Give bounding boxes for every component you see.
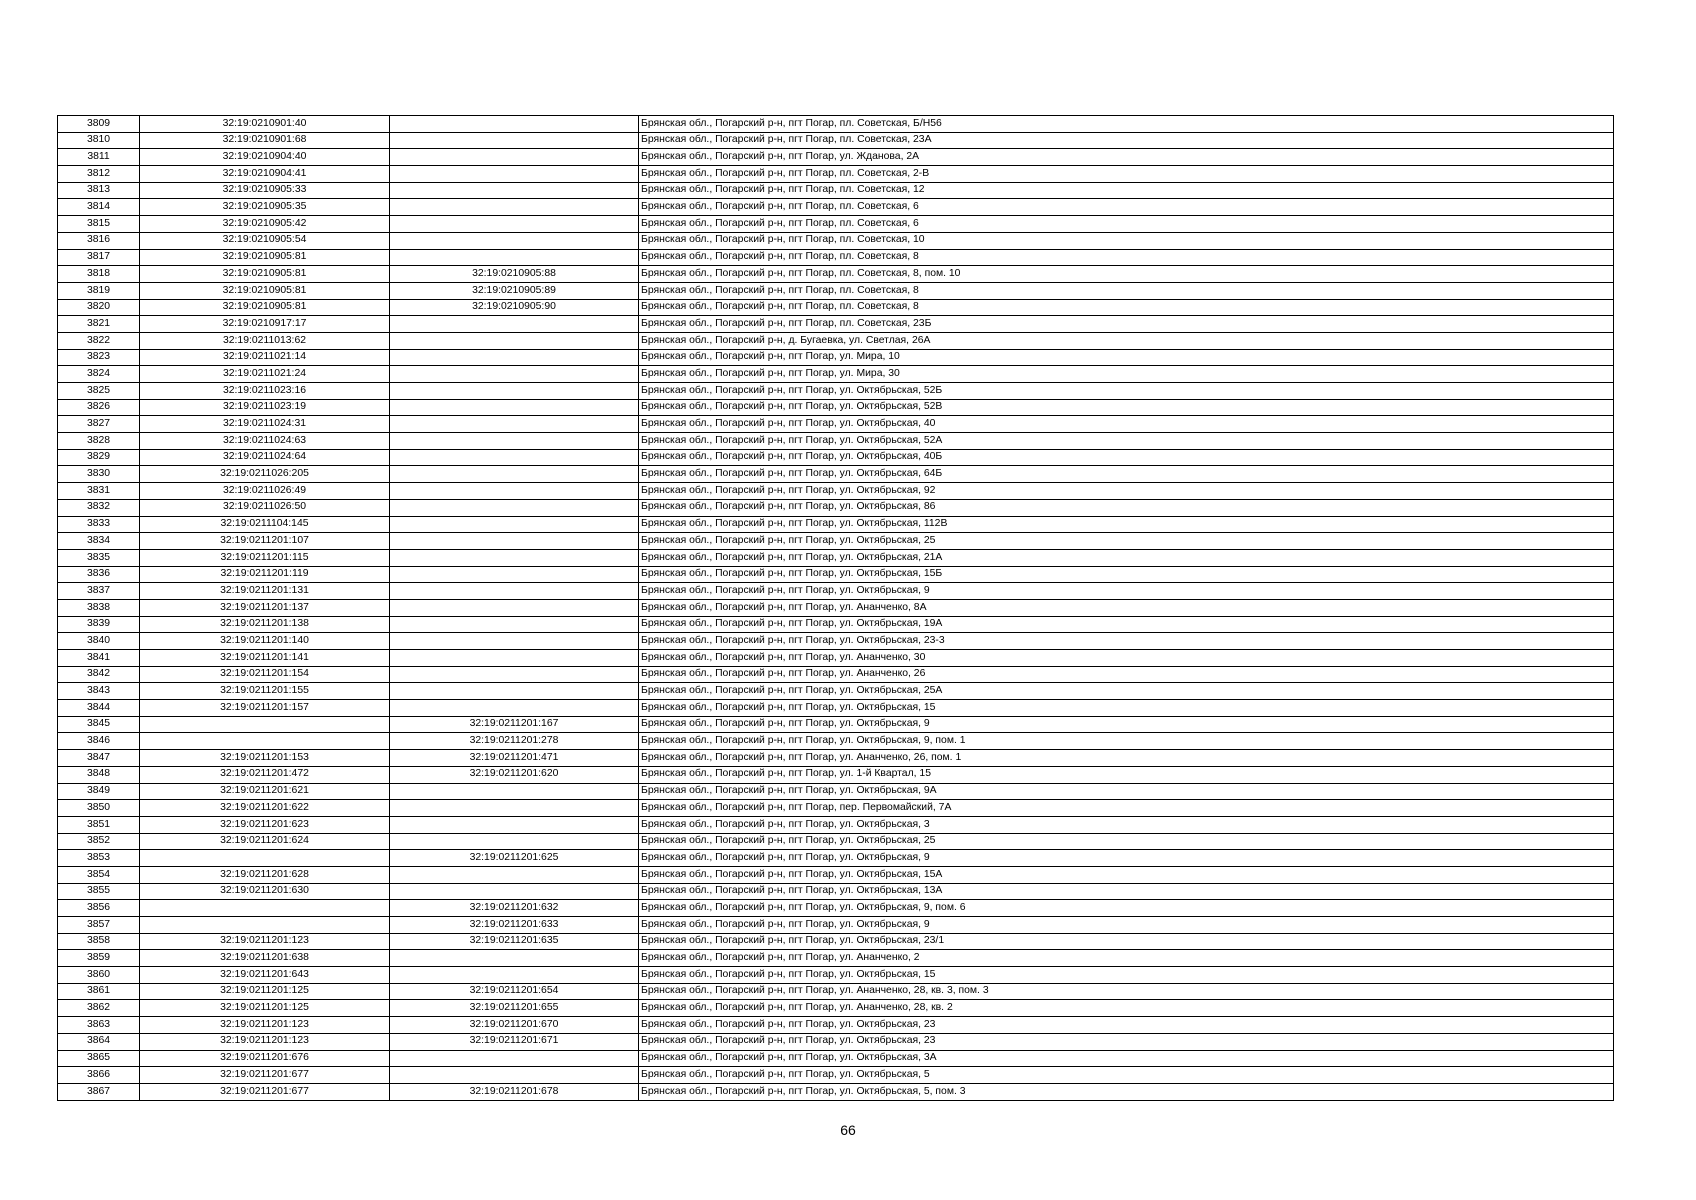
object-cadastral-number-cell	[390, 816, 639, 833]
land-cadastral-number-cell: 32:19:0211201:628	[140, 866, 390, 883]
row-number-cell: 3832	[58, 499, 140, 516]
table-row	[58, 182, 1614, 199]
table-row	[58, 266, 1614, 283]
land-cadastral-number-cell	[140, 850, 390, 867]
row-number-cell: 3847	[58, 750, 140, 767]
table-row	[58, 516, 1614, 533]
row-number-cell: 3820	[58, 299, 140, 316]
table-row	[58, 166, 1614, 183]
land-cadastral-number-cell: 32:19:0211201:630	[140, 883, 390, 900]
address-cell: Брянская обл., Погарский р-н, пгт Погар, ул. Октябрьская, 25	[639, 833, 1614, 850]
table-row	[58, 599, 1614, 616]
land-cadastral-number-cell: 32:19:0211026:205	[140, 466, 390, 483]
table-row	[58, 833, 1614, 850]
land-cadastral-number-cell: 32:19:0211201:677	[140, 1067, 390, 1084]
address-cell: Брянская обл., Погарский р-н, пгт Погар, ул. Ананченко, 30	[639, 650, 1614, 667]
land-cadastral-number-cell: 32:19:0210905:81	[140, 266, 390, 283]
table-row	[58, 883, 1614, 900]
address-cell: Брянская обл., Погарский р-н, пгт Погар, ул. Ананченко, 26, пом. 1	[639, 750, 1614, 767]
land-cadastral-number-cell: 32:19:0211201:638	[140, 950, 390, 967]
table-row	[58, 1033, 1614, 1050]
address-cell: Брянская обл., Погарский р-н, пгт Погар, ул. Октябрьская, 9	[639, 850, 1614, 867]
object-cadastral-number-cell	[390, 166, 639, 183]
address-cell: Брянская обл., Погарский р-н, пгт Погар, пл. Советская, 8, пом. 10	[639, 266, 1614, 283]
row-number-cell: 3862	[58, 1000, 140, 1017]
table-row	[58, 800, 1614, 817]
address-cell: Брянская обл., Погарский р-н, пгт Погар, ул. Октябрьская, 15Б	[639, 566, 1614, 583]
object-cadastral-number-cell	[390, 583, 639, 600]
object-cadastral-number-cell	[390, 483, 639, 500]
object-cadastral-number-cell: 32:19:0211201:167	[390, 716, 639, 733]
table-row	[58, 116, 1614, 133]
row-number-cell: 3812	[58, 166, 140, 183]
object-cadastral-number-cell	[390, 366, 639, 383]
table-row	[58, 399, 1614, 416]
land-cadastral-number-cell: 32:19:0210905:81	[140, 249, 390, 266]
object-cadastral-number-cell	[390, 700, 639, 717]
table-row	[58, 216, 1614, 233]
object-cadastral-number-cell	[390, 950, 639, 967]
address-cell: Брянская обл., Погарский р-н, пгт Погар, пер. Первомайский, 7А	[639, 800, 1614, 817]
row-number-cell: 3811	[58, 149, 140, 166]
address-cell: Брянская обл., Погарский р-н, пгт Погар, ул. Октябрьская, 15	[639, 967, 1614, 984]
table-row	[58, 766, 1614, 783]
object-cadastral-number-cell	[390, 132, 639, 149]
address-cell: Брянская обл., Погарский р-н, пгт Погар, ул. Октябрьская, 9, пом. 6	[639, 900, 1614, 917]
land-cadastral-number-cell	[140, 716, 390, 733]
table-row	[58, 249, 1614, 266]
table-row	[58, 1000, 1614, 1017]
row-number-cell: 3840	[58, 633, 140, 650]
address-cell: Брянская обл., Погарский р-н, пгт Погар, ул. Октябрьская, 13А	[639, 883, 1614, 900]
address-cell: Брянская обл., Погарский р-н, пгт Погар, ул. Октябрьская, 86	[639, 499, 1614, 516]
table-row	[58, 950, 1614, 967]
row-number-cell: 3821	[58, 316, 140, 333]
object-cadastral-number-cell	[390, 433, 639, 450]
object-cadastral-number-cell: 32:19:0210905:89	[390, 282, 639, 299]
address-cell: Брянская обл., Погарский р-н, пгт Погар, пл. Советская, 10	[639, 232, 1614, 249]
object-cadastral-number-cell: 32:19:0211201:670	[390, 1017, 639, 1034]
land-cadastral-number-cell: 32:19:0210917:17	[140, 316, 390, 333]
object-cadastral-number-cell	[390, 199, 639, 216]
address-cell: Брянская обл., Погарский р-н, пгт Погар, ул. Октябрьская, 15	[639, 700, 1614, 717]
land-cadastral-number-cell: 32:19:0211201:154	[140, 666, 390, 683]
address-cell: Брянская обл., Погарский р-н, пгт Погар, ул. Октябрьская, 23/1	[639, 933, 1614, 950]
table-row	[58, 332, 1614, 349]
address-cell: Брянская обл., Погарский р-н, пгт Погар, ул. Ананченко, 28, кв. 3, пом. 3	[639, 983, 1614, 1000]
land-cadastral-number-cell: 32:19:0211201:622	[140, 800, 390, 817]
land-cadastral-number-cell	[140, 917, 390, 934]
row-number-cell: 3815	[58, 216, 140, 233]
table-row	[58, 900, 1614, 917]
land-cadastral-number-cell: 32:19:0211201:141	[140, 650, 390, 667]
row-number-cell: 3864	[58, 1033, 140, 1050]
row-number-cell: 3844	[58, 700, 140, 717]
table-row	[58, 416, 1614, 433]
object-cadastral-number-cell: 32:19:0211201:678	[390, 1083, 639, 1100]
object-cadastral-number-cell: 32:19:0211201:625	[390, 850, 639, 867]
address-cell: Брянская обл., Погарский р-н, пгт Погар, ул. Октябрьская, 52Б	[639, 383, 1614, 400]
object-cadastral-number-cell	[390, 466, 639, 483]
land-cadastral-number-cell: 32:19:0211024:64	[140, 449, 390, 466]
address-cell: Брянская обл., Погарский р-н, пгт Погар, ул. Мира, 10	[639, 349, 1614, 366]
table-row	[58, 299, 1614, 316]
row-number-cell: 3856	[58, 900, 140, 917]
object-cadastral-number-cell	[390, 232, 639, 249]
table-row	[58, 983, 1614, 1000]
object-cadastral-number-cell	[390, 800, 639, 817]
table-row	[58, 566, 1614, 583]
object-cadastral-number-cell	[390, 116, 639, 133]
land-cadastral-number-cell: 32:19:0210905:42	[140, 216, 390, 233]
object-cadastral-number-cell: 32:19:0211201:655	[390, 1000, 639, 1017]
object-cadastral-number-cell	[390, 883, 639, 900]
row-number-cell: 3810	[58, 132, 140, 149]
land-cadastral-number-cell: 32:19:0211201:138	[140, 616, 390, 633]
object-cadastral-number-cell	[390, 449, 639, 466]
table-row	[58, 199, 1614, 216]
object-cadastral-number-cell	[390, 316, 639, 333]
row-number-cell: 3814	[58, 199, 140, 216]
table-row	[58, 1067, 1614, 1084]
table-row	[58, 1050, 1614, 1067]
object-cadastral-number-cell	[390, 516, 639, 533]
land-cadastral-number-cell: 32:19:0211201:125	[140, 1000, 390, 1017]
object-cadastral-number-cell	[390, 549, 639, 566]
address-cell: Брянская обл., Погарский р-н, д. Бугаевка, ул. Светлая, 26А	[639, 332, 1614, 349]
object-cadastral-number-cell	[390, 650, 639, 667]
object-cadastral-number-cell	[390, 399, 639, 416]
table-row	[58, 349, 1614, 366]
row-number-cell: 3809	[58, 116, 140, 133]
land-cadastral-number-cell: 32:19:0211026:49	[140, 483, 390, 500]
table-row	[58, 149, 1614, 166]
row-number-cell: 3861	[58, 983, 140, 1000]
address-cell: Брянская обл., Погарский р-н, пгт Погар, ул. Октябрьская, 19А	[639, 616, 1614, 633]
land-cadastral-number-cell: 32:19:0210905:81	[140, 282, 390, 299]
registry-table-body	[58, 116, 1614, 1101]
land-cadastral-number-cell: 32:19:0211201:153	[140, 750, 390, 767]
table-row	[58, 132, 1614, 149]
land-cadastral-number-cell: 32:19:0211201:140	[140, 633, 390, 650]
address-cell: Брянская обл., Погарский р-н, пгт Погар, ул. Октябрьская, 9	[639, 583, 1614, 600]
address-cell: Брянская обл., Погарский р-н, пгт Погар, пл. Советская, 2-В	[639, 166, 1614, 183]
row-number-cell: 3835	[58, 549, 140, 566]
land-cadastral-number-cell: 32:19:0211024:63	[140, 433, 390, 450]
table-row	[58, 449, 1614, 466]
address-cell: Брянская обл., Погарский р-н, пгт Погар, пл. Советская, 23Б	[639, 316, 1614, 333]
address-cell: Брянская обл., Погарский р-н, пгт Погар, ул. Жданова, 2А	[639, 149, 1614, 166]
land-cadastral-number-cell: 32:19:0211023:16	[140, 383, 390, 400]
table-row	[58, 917, 1614, 934]
table-row	[58, 282, 1614, 299]
row-number-cell: 3852	[58, 833, 140, 850]
address-cell: Брянская обл., Погарский р-н, пгт Погар, ул. Октябрьская, 25	[639, 533, 1614, 550]
row-number-cell: 3843	[58, 683, 140, 700]
row-number-cell: 3848	[58, 766, 140, 783]
address-cell: Брянская обл., Погарский р-н, пгт Погар, ул. Октябрьская, 9А	[639, 783, 1614, 800]
object-cadastral-number-cell	[390, 633, 639, 650]
row-number-cell: 3823	[58, 349, 140, 366]
address-cell: Брянская обл., Погарский р-н, пгт Погар, ул. Октябрьская, 52В	[639, 399, 1614, 416]
land-cadastral-number-cell: 32:19:0211201:119	[140, 566, 390, 583]
land-cadastral-number-cell: 32:19:0211201:137	[140, 599, 390, 616]
table-row	[58, 666, 1614, 683]
object-cadastral-number-cell	[390, 416, 639, 433]
object-cadastral-number-cell: 32:19:0211201:278	[390, 733, 639, 750]
land-cadastral-number-cell: 32:19:0211201:621	[140, 783, 390, 800]
table-row	[58, 383, 1614, 400]
address-cell: Брянская обл., Погарский р-н, пгт Погар, пл. Советская, Б/Н56	[639, 116, 1614, 133]
address-cell: Брянская обл., Погарский р-н, пгт Погар, ул. Октябрьская, 64Б	[639, 466, 1614, 483]
object-cadastral-number-cell	[390, 1050, 639, 1067]
land-cadastral-number-cell: 32:19:0211201:115	[140, 549, 390, 566]
table-row	[58, 466, 1614, 483]
row-number-cell: 3829	[58, 449, 140, 466]
row-number-cell: 3860	[58, 967, 140, 984]
address-cell: Брянская обл., Погарский р-н, пгт Погар, пл. Советская, 23А	[639, 132, 1614, 149]
address-cell: Брянская обл., Погарский р-н, пгт Погар, ул. Октябрьская, 52А	[639, 433, 1614, 450]
address-cell: Брянская обл., Погарский р-н, пгт Погар, пл. Советская, 6	[639, 199, 1614, 216]
land-cadastral-number-cell: 32:19:0211201:472	[140, 766, 390, 783]
land-cadastral-number-cell: 32:19:0210904:41	[140, 166, 390, 183]
row-number-cell: 3824	[58, 366, 140, 383]
table-row	[58, 433, 1614, 450]
table-row	[58, 683, 1614, 700]
land-cadastral-number-cell: 32:19:0210901:40	[140, 116, 390, 133]
row-number-cell: 3836	[58, 566, 140, 583]
table-row	[58, 750, 1614, 767]
land-cadastral-number-cell: 32:19:0211201:643	[140, 967, 390, 984]
table-row	[58, 967, 1614, 984]
address-cell: Брянская обл., Погарский р-н, пгт Погар, ул. Октябрьская, 9, пом. 1	[639, 733, 1614, 750]
land-cadastral-number-cell: 32:19:0211201:623	[140, 816, 390, 833]
table-row	[58, 650, 1614, 667]
address-cell: Брянская обл., Погарский р-н, пгт Погар, пл. Советская, 8	[639, 282, 1614, 299]
land-cadastral-number-cell: 32:19:0211104:145	[140, 516, 390, 533]
land-cadastral-number-cell: 32:19:0211201:123	[140, 1033, 390, 1050]
row-number-cell: 3816	[58, 232, 140, 249]
address-cell: Брянская обл., Погарский р-н, пгт Погар, ул. Мира, 30	[639, 366, 1614, 383]
address-cell: Брянская обл., Погарский р-н, пгт Погар, пл. Советская, 8	[639, 299, 1614, 316]
address-cell: Брянская обл., Погарский р-н, пгт Погар, ул. 1-й Квартал, 15	[639, 766, 1614, 783]
row-number-cell: 3854	[58, 866, 140, 883]
land-cadastral-number-cell: 32:19:0211201:155	[140, 683, 390, 700]
object-cadastral-number-cell	[390, 182, 639, 199]
object-cadastral-number-cell: 32:19:0210905:90	[390, 299, 639, 316]
object-cadastral-number-cell	[390, 499, 639, 516]
table-row	[58, 716, 1614, 733]
land-cadastral-number-cell: 32:19:0211201:677	[140, 1083, 390, 1100]
object-cadastral-number-cell	[390, 967, 639, 984]
row-number-cell: 3819	[58, 282, 140, 299]
object-cadastral-number-cell: 32:19:0210905:88	[390, 266, 639, 283]
object-cadastral-number-cell: 32:19:0211201:671	[390, 1033, 639, 1050]
row-number-cell: 3846	[58, 733, 140, 750]
object-cadastral-number-cell: 32:19:0211201:620	[390, 766, 639, 783]
row-number-cell: 3855	[58, 883, 140, 900]
object-cadastral-number-cell: 32:19:0211201:654	[390, 983, 639, 1000]
row-number-cell: 3817	[58, 249, 140, 266]
object-cadastral-number-cell: 32:19:0211201:635	[390, 933, 639, 950]
row-number-cell: 3865	[58, 1050, 140, 1067]
table-row	[58, 866, 1614, 883]
row-number-cell: 3859	[58, 950, 140, 967]
row-number-cell: 3839	[58, 616, 140, 633]
object-cadastral-number-cell	[390, 666, 639, 683]
object-cadastral-number-cell	[390, 149, 639, 166]
table-row	[58, 616, 1614, 633]
land-cadastral-number-cell: 32:19:0210901:68	[140, 132, 390, 149]
land-cadastral-number-cell: 32:19:0210905:81	[140, 299, 390, 316]
row-number-cell: 3837	[58, 583, 140, 600]
table-row	[58, 700, 1614, 717]
land-cadastral-number-cell: 32:19:0211201:131	[140, 583, 390, 600]
row-number-cell: 3849	[58, 783, 140, 800]
object-cadastral-number-cell	[390, 566, 639, 583]
table-row	[58, 633, 1614, 650]
land-cadastral-number-cell: 32:19:0211201:157	[140, 700, 390, 717]
table-row	[58, 483, 1614, 500]
object-cadastral-number-cell	[390, 683, 639, 700]
address-cell: Брянская обл., Погарский р-н, пгт Погар, ул. Октябрьская, 40	[639, 416, 1614, 433]
land-cadastral-number-cell: 32:19:0211201:123	[140, 1017, 390, 1034]
table-row	[58, 1083, 1614, 1100]
address-cell: Брянская обл., Погарский р-н, пгт Погар, ул. Октябрьская, 40Б	[639, 449, 1614, 466]
land-cadastral-number-cell: 32:19:0211021:24	[140, 366, 390, 383]
table-row	[58, 232, 1614, 249]
object-cadastral-number-cell	[390, 616, 639, 633]
address-cell: Брянская обл., Погарский р-н, пгт Погар, ул. Октябрьская, 3	[639, 816, 1614, 833]
table-row	[58, 499, 1614, 516]
table-row	[58, 816, 1614, 833]
table-row	[58, 733, 1614, 750]
object-cadastral-number-cell	[390, 533, 639, 550]
address-cell: Брянская обл., Погарский р-н, пгт Погар, ул. Ананченко, 26	[639, 666, 1614, 683]
address-cell: Брянская обл., Погарский р-н, пгт Погар, ул. Ананченко, 28, кв. 2	[639, 1000, 1614, 1017]
address-cell: Брянская обл., Погарский р-н, пгт Погар, ул. Октябрьская, 5, пом. 3	[639, 1083, 1614, 1100]
row-number-cell: 3813	[58, 182, 140, 199]
object-cadastral-number-cell	[390, 332, 639, 349]
object-cadastral-number-cell	[390, 599, 639, 616]
row-number-cell: 3857	[58, 917, 140, 934]
object-cadastral-number-cell	[390, 783, 639, 800]
address-cell: Брянская обл., Погарский р-н, пгт Погар, ул. Октябрьская, 21А	[639, 549, 1614, 566]
land-cadastral-number-cell: 32:19:0211024:31	[140, 416, 390, 433]
row-number-cell: 3827	[58, 416, 140, 433]
row-number-cell: 3833	[58, 516, 140, 533]
table-row	[58, 783, 1614, 800]
row-number-cell: 3867	[58, 1083, 140, 1100]
table-row	[58, 583, 1614, 600]
row-number-cell: 3826	[58, 399, 140, 416]
row-number-cell: 3845	[58, 716, 140, 733]
object-cadastral-number-cell	[390, 249, 639, 266]
table-row	[58, 533, 1614, 550]
row-number-cell: 3838	[58, 599, 140, 616]
address-cell: Брянская обл., Погарский р-н, пгт Погар, ул. Октябрьская, 5	[639, 1067, 1614, 1084]
table-row	[58, 366, 1614, 383]
land-cadastral-number-cell: 32:19:0210905:35	[140, 199, 390, 216]
row-number-cell: 3831	[58, 483, 140, 500]
address-cell: Брянская обл., Погарский р-н, пгт Погар, ул. Октябрьская, 92	[639, 483, 1614, 500]
land-cadastral-number-cell: 32:19:0211201:125	[140, 983, 390, 1000]
address-cell: Брянская обл., Погарский р-н, пгт Погар, ул. Октябрьская, 25А	[639, 683, 1614, 700]
object-cadastral-number-cell	[390, 833, 639, 850]
address-cell: Брянская обл., Погарский р-н, пгт Погар, ул. Ананченко, 2	[639, 950, 1614, 967]
land-cadastral-number-cell: 32:19:0211026:50	[140, 499, 390, 516]
address-cell: Брянская обл., Погарский р-н, пгт Погар, ул. Октябрьская, 23	[639, 1017, 1614, 1034]
land-cadastral-number-cell	[140, 733, 390, 750]
object-cadastral-number-cell	[390, 216, 639, 233]
object-cadastral-number-cell	[390, 866, 639, 883]
row-number-cell: 3863	[58, 1017, 140, 1034]
row-number-cell: 3834	[58, 533, 140, 550]
address-cell: Брянская обл., Погарский р-н, пгт Погар, ул. Октябрьская, 3А	[639, 1050, 1614, 1067]
address-cell: Брянская обл., Погарский р-н, пгт Погар, ул. Октябрьская, 23-3	[639, 633, 1614, 650]
land-cadastral-number-cell: 32:19:0211201:107	[140, 533, 390, 550]
row-number-cell: 3825	[58, 383, 140, 400]
land-cadastral-number-cell: 32:19:0211201:123	[140, 933, 390, 950]
object-cadastral-number-cell: 32:19:0211201:632	[390, 900, 639, 917]
address-cell: Брянская обл., Погарский р-н, пгт Погар, ул. Ананченко, 8А	[639, 599, 1614, 616]
row-number-cell: 3828	[58, 433, 140, 450]
land-cadastral-number-cell: 32:19:0210905:54	[140, 232, 390, 249]
table-row	[58, 933, 1614, 950]
row-number-cell: 3850	[58, 800, 140, 817]
object-cadastral-number-cell	[390, 349, 639, 366]
land-cadastral-number-cell: 32:19:0210905:33	[140, 182, 390, 199]
land-cadastral-number-cell: 32:19:0211021:14	[140, 349, 390, 366]
registry-table	[57, 115, 1614, 1101]
row-number-cell: 3853	[58, 850, 140, 867]
land-cadastral-number-cell: 32:19:0211023:19	[140, 399, 390, 416]
row-number-cell: 3842	[58, 666, 140, 683]
address-cell: Брянская обл., Погарский р-н, пгт Погар, ул. Октябрьская, 15А	[639, 866, 1614, 883]
table-row	[58, 1017, 1614, 1034]
address-cell: Брянская обл., Погарский р-н, пгт Погар, пл. Советская, 12	[639, 182, 1614, 199]
object-cadastral-number-cell: 32:19:0211201:471	[390, 750, 639, 767]
row-number-cell: 3858	[58, 933, 140, 950]
table-row	[58, 549, 1614, 566]
land-cadastral-number-cell: 32:19:0210904:40	[140, 149, 390, 166]
address-cell: Брянская обл., Погарский р-н, пгт Погар, ул. Октябрьская, 23	[639, 1033, 1614, 1050]
address-cell: Брянская обл., Погарский р-н, пгт Погар, пл. Советская, 8	[639, 249, 1614, 266]
row-number-cell: 3851	[58, 816, 140, 833]
land-cadastral-number-cell	[140, 900, 390, 917]
object-cadastral-number-cell	[390, 383, 639, 400]
address-cell: Брянская обл., Погарский р-н, пгт Погар, ул. Октябрьская, 9	[639, 917, 1614, 934]
row-number-cell: 3818	[58, 266, 140, 283]
row-number-cell: 3841	[58, 650, 140, 667]
land-cadastral-number-cell: 32:19:0211201:624	[140, 833, 390, 850]
row-number-cell: 3830	[58, 466, 140, 483]
row-number-cell: 3866	[58, 1067, 140, 1084]
table-row	[58, 316, 1614, 333]
address-cell: Брянская обл., Погарский р-н, пгт Погар, пл. Советская, 6	[639, 216, 1614, 233]
object-cadastral-number-cell	[390, 1067, 639, 1084]
page-number: 66	[840, 1122, 856, 1138]
row-number-cell: 3822	[58, 332, 140, 349]
address-cell: Брянская обл., Погарский р-н, пгт Погар, ул. Октябрьская, 112В	[639, 516, 1614, 533]
address-cell: Брянская обл., Погарский р-н, пгт Погар, ул. Октябрьская, 9	[639, 716, 1614, 733]
land-cadastral-number-cell: 32:19:0211013:62	[140, 332, 390, 349]
object-cadastral-number-cell: 32:19:0211201:633	[390, 917, 639, 934]
table-row	[58, 850, 1614, 867]
land-cadastral-number-cell: 32:19:0211201:676	[140, 1050, 390, 1067]
